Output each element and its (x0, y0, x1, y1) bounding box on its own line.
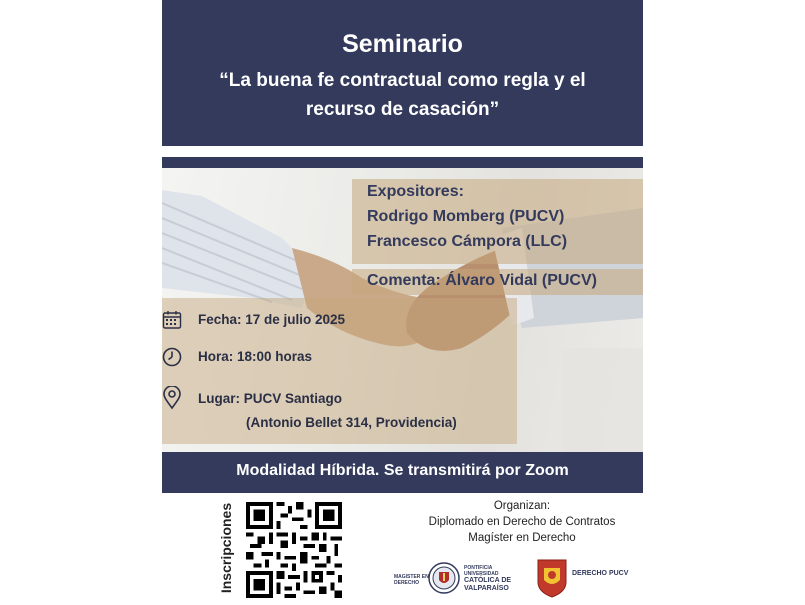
pucv-logo-text: PONTIFICIA UNIVERSIDAD CATÓLICA DE VALPARAÍSO (464, 565, 512, 592)
speakers-heading: Expositores: (367, 183, 464, 200)
event-date: Fecha: 17 de julio 2025 (198, 312, 346, 327)
poster-title: Seminario (342, 30, 463, 58)
modality-banner (162, 452, 643, 493)
handshake-photo (162, 168, 643, 452)
event-details-box (162, 298, 517, 444)
event-address: (Antonio Bellet 314, Providencia) (246, 415, 457, 430)
speaker-1: Rodrigo Momberg (PUCV) (367, 208, 565, 225)
organizers-heading: Organizan: (493, 500, 551, 512)
calendar-icon (162, 310, 182, 330)
seminar-poster (162, 0, 643, 605)
organizer-1: Diplomado en Derecho de Contratos (428, 516, 616, 528)
modality-text: Modalidad Híbrida. Se transmitirá por Zoom (236, 462, 569, 479)
poster-subtitle: “La buena fe contractual como regla y el recurso de casación” (219, 70, 586, 120)
speaker-2: Francesco Cámpora (LLC) (367, 233, 568, 250)
commentator-box (352, 269, 643, 295)
speakers-box (352, 179, 643, 264)
derecho-pucv-text: DERECHO PUCV (572, 570, 629, 577)
institution-logos (394, 556, 643, 601)
clock-icon (162, 347, 182, 367)
event-place: Lugar: PUCV Santiago (198, 391, 343, 406)
top-divider-bar (162, 157, 643, 168)
registration-label-container (216, 498, 236, 604)
organizers-block (402, 498, 642, 546)
organizer-2: Magíster en Derecho (468, 532, 576, 544)
registration-label: Inscripciones (218, 502, 234, 594)
magister-logo-text: MAGISTER EN DERECHO (394, 574, 429, 586)
location-pin-icon (162, 386, 182, 410)
header-banner (162, 0, 643, 146)
event-time: Hora: 18:00 horas (198, 349, 313, 364)
derecho-shield-icon (536, 558, 568, 598)
pucv-crest-icon (428, 562, 460, 594)
registration-qr-code[interactable] (246, 502, 342, 598)
commentator: Comenta: Álvaro Vidal (PUCV) (367, 272, 597, 289)
